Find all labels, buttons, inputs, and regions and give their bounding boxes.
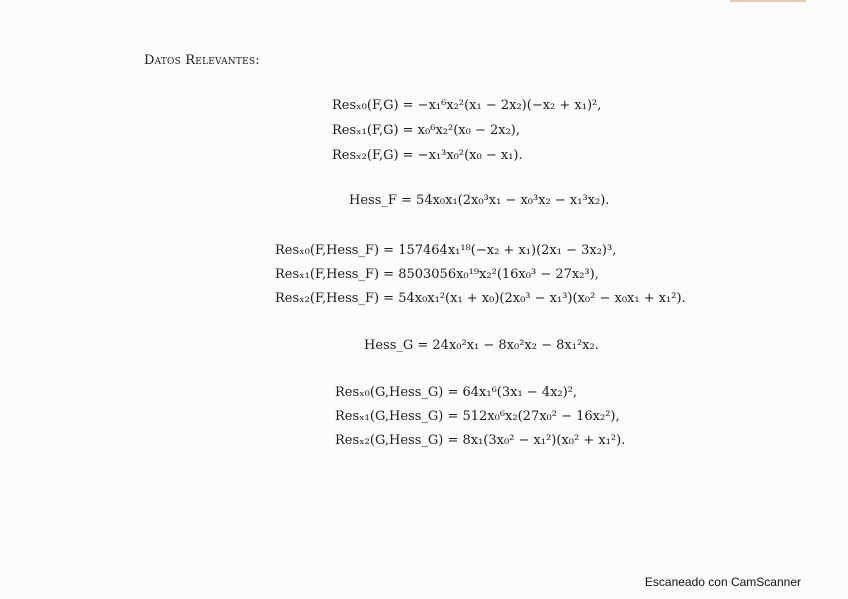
equation-res-x1-f-g: Resₓ₁(F,G) = x₀⁶x₂²(x₀ − 2x₂), <box>332 123 520 138</box>
equation-res-x2-g-hess: Resₓ₂(G,Hess_G) = 8x₁(3x₀² − x₁²)(x₀² + x₁²). <box>335 433 626 448</box>
scanner-watermark: Escaneado con CamScanner <box>644 575 801 589</box>
equation-res-x1-g-hess: Resₓ₁(G,Hess_G) = 512x₀⁶x₂(27x₀² − 16x₂²), <box>335 409 620 424</box>
scan-edge-mark <box>730 0 806 2</box>
equation-res-x0-f-g: Resₓ₀(F,G) = −x₁⁶x₂²(x₁ − 2x₂)(−x₂ + x₁)², <box>332 98 602 113</box>
equation-res-x1-f-hess: Resₓ₁(F,Hess_F) = 8503056x₀¹⁹x₂²(16x₀³ − 27x₂³), <box>275 267 599 282</box>
equation-hess-g: Hess_G = 24x₀²x₁ − 8x₀²x₂ − 8x₁²x₂. <box>364 338 599 353</box>
equation-res-x0-g-hess: Resₓ₀(G,Hess_G) = 64x₁⁶(3x₁ − 4x₂)², <box>335 385 578 400</box>
equation-hess-f: Hess_F = 54x₀x₁(2x₀³x₁ − x₀³x₂ − x₁³x₂). <box>349 193 610 208</box>
equation-res-x0-f-hess: Resₓ₀(F,Hess_F) = 157464x₁¹⁸(−x₂ + x₁)(2x₁ − 3x₂)³, <box>275 243 617 258</box>
equation-res-x2-f-hess: Resₓ₂(F,Hess_F) = 54x₀x₁²(x₁ + x₀)(2x₀³ − x₁³)(x₀² − x₀x₁ + x₁²). <box>275 291 686 306</box>
equation-res-x2-f-g: Resₓ₂(F,G) = −x₁³x₀²(x₀ − x₁). <box>332 148 523 163</box>
document-heading: Datos Relevantes: <box>144 53 260 68</box>
